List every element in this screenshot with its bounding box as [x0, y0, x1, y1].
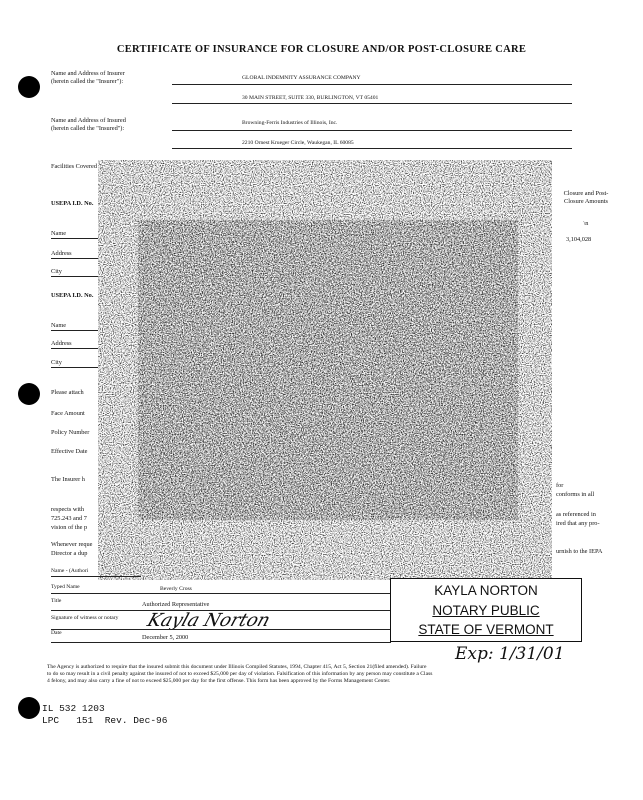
policy-number-label: Policy Number	[51, 429, 90, 436]
insurer-label: Name and Address of Insurer (herein called the "Insurer"):	[51, 70, 125, 85]
section-725-text: 725.243 and 7	[51, 515, 87, 522]
notary-title: NOTARY PUBLIC	[432, 603, 540, 618]
title-value: Authorized Representative	[142, 601, 210, 608]
name-label-1: Name	[51, 230, 67, 237]
facilities-label: Facilities Covered	[51, 163, 97, 170]
closure-amounts-header: Closure and Post-Closure Amounts	[563, 190, 609, 205]
notary-expiry: Exp: 1/31/01	[455, 644, 565, 664]
witness-label: Signature of witness or notary	[51, 615, 119, 621]
conforms-text: conforms in all	[556, 491, 595, 498]
notary-stamp	[390, 578, 582, 642]
document-title: CERTIFICATE OF INSURANCE FOR CLOSURE AND/OR POST-CLOSURE CARE	[116, 44, 527, 55]
typed-name-label: Typed Name	[51, 584, 80, 590]
punch-hole-bottom	[18, 697, 40, 719]
notary-name: KAYLA NORTON	[434, 583, 538, 598]
closure-amounts-sub: \n	[583, 220, 589, 227]
whenever-text: Whenever reque	[51, 541, 93, 548]
director-text: Director a dup	[51, 550, 88, 557]
please-attach-label: Please attach	[51, 389, 84, 396]
insured-label: Name and Address of Insured (herein called the "Insured"):	[51, 117, 126, 132]
pro-vision-text: ired that any pro-	[556, 520, 600, 527]
insurer-address: 30 MAIN STREET, SUITE 330, BURLINGTON, VT 05401	[242, 95, 379, 101]
footer-notice: The Agency is authorized to require that the insured submit this document under Illinois Compiled Statutes, 1994, Chapter 415, Act 5, Section 21(filed amended). Failure to do so may result in a civil penalty against the insured of not to exceed $25,000 per day of violation. Falsification of this information by any person may constitute a Class 4 felony, and may also carry a fine of not to exceed $25,000 per day for the first offense. This form has been approved by the Forms Management Center.	[47, 664, 433, 684]
insured-address: 2210 Ornest Krueger Circle, Waukegan, IL 60085	[242, 140, 354, 146]
date-value: December 5, 2000	[142, 634, 189, 641]
typed-name-value: Beverly Cross	[160, 586, 192, 592]
usepa-label-2: USEPA I.D. No.	[51, 292, 94, 299]
form-code: IL 532 1203 LPC 151 Rev. Dec-96	[42, 703, 168, 726]
vision-of-text: vision of the p	[51, 524, 88, 531]
date-label: Date	[51, 630, 62, 636]
city-label-1: City	[51, 268, 62, 275]
referenced-text: as referenced in	[556, 511, 596, 518]
notary-state: STATE OF VERMONT	[418, 622, 554, 637]
obscured-region	[98, 160, 552, 580]
furnish-text: urnish to the IEPA	[556, 548, 603, 555]
usepa-label-1: USEPA I.D. No.	[51, 200, 94, 207]
title-label: Title	[51, 598, 62, 604]
the-insurer-text: The Insurer h	[51, 476, 85, 483]
closure-amount-value: 3,104,028	[566, 236, 592, 243]
address-label-2: Address	[51, 340, 72, 347]
address-label-1: Address	[51, 250, 72, 257]
signer-name-label: Name - (Authori	[51, 568, 89, 574]
respects-text: respects with	[51, 506, 85, 513]
punch-hole-top	[18, 76, 40, 98]
insurer-name: GLOBAL INDEMNITY ASSURANCE COMPANY	[242, 75, 361, 81]
for-text: for	[556, 482, 564, 489]
punch-hole-middle	[18, 383, 40, 405]
city-label-2: City	[51, 359, 62, 366]
witness-signature: Kayla Norton	[144, 610, 273, 631]
face-amount-label: Face Amount	[51, 410, 85, 417]
name-label-2: Name	[51, 322, 67, 329]
effective-date-label: Effective Date	[51, 448, 88, 455]
insured-name: Browning-Ferris Industries of Illinois, Inc.	[242, 120, 338, 126]
